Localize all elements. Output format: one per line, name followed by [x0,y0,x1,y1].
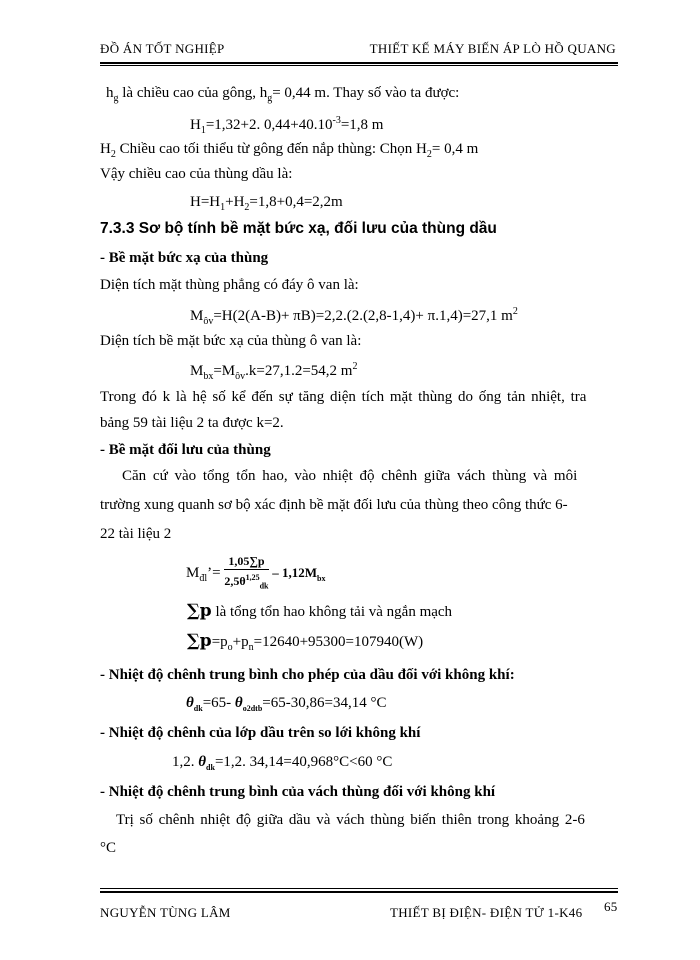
text-line-4: Vậy chiều cao của thùng dầu là: [100,166,293,182]
formula-mbx: $M_{bx}=M_{ôv}.k=27,1.2=54,2$ $m^2$ [190,361,358,382]
formula-h: $H=H_1+H_2=1,8+0,4=2,2m$ [190,194,343,213]
text-line-11: bảng 59 tài liệu 2 ta được k=2. [100,415,284,431]
formula-sum-p: $\sum p=p_o+p_n=12640+95300=107940(W)$ [187,631,424,653]
header-left: ĐỒ ÁN TỐT NGHIỆP [100,41,225,56]
text-line-12: Căn cứ vào tổng tổn hao, vào nhiệt độ chênh giữa vách thùng và môi [122,468,578,484]
subheading-radiation: - Bề mặt bức xạ của thùng [100,250,269,266]
header-right: THIẾT KẾ MÁY BIẾN ÁP LÒ HỒ QUANG [369,41,616,56]
formula-top-oil: 1,2. $\theta_{dk}=1,2$. 34,14=40,968°C<60 °C [172,754,393,772]
page-number: 65 [604,899,618,914]
subheading-oil-temp: - Nhiệt độ chênh trung bình cho phép của dầu đối với không khí: [100,667,515,683]
formula-h1: $H_1=1,32+2$. $0,44+40.10^{-3}=1,8$ m [190,115,384,136]
header-rule [100,62,618,64]
formula-mdl: $M_{đl}’=$ $\frac{1,05\sum p}{2,5\theta^{1,25}_{dk}}$ – $1,12M_{bx}$ [186,554,326,590]
text-line-19: Trị số chênh nhiệt độ giữa dầu và vách thùng biến thiên trong khoảng 2-6 [116,812,585,828]
footer-class: THIẾT BỊ ĐIỆN- ĐIỆN TỬ 1-K46 [390,905,583,920]
subheading-wall-temp: - Nhiệt độ chênh trung bình của vách thùng đối với không khí [100,784,496,800]
subheading-top-oil: - Nhiệt độ chênh của lớp dầu trên so lới không khí [100,725,421,741]
text-line-20: °C [100,840,117,856]
text-line-10: Trong đó k là hệ số kể đến sự tăng diện tích mặt thùng do ống tản nhiệt, tra [100,389,587,405]
text-line-14: 22 tài liệu 2 [100,526,172,542]
footer-rule-thin [100,888,618,889]
fraction: $\frac{1,05\sum p}{2,5\theta^{1,25}_{dk}}$ [224,554,269,591]
text-line-6: Diện tích mặt thùng phẳng có đáy ô van là: [100,277,359,293]
text-sigma-p-desc: ∑p là tổng tổn hao không tải và ngắn mạch [187,601,453,621]
text-line-1: $h_g$ là chiều cao của gông, $h_g= 0,44$ m. Thay số vào ta được: [106,85,460,104]
formula-theta-dk: $\theta_{dk}=65-$ $\theta_{o2dtb}=65-30,86=34,14$ °C [186,695,387,713]
section-heading: 7.3.3 Sơ bộ tính bề mặt bức xạ, đối lưu của thùng dầu [100,220,497,237]
formula-mov: $M_{ôv}=H(2(A-B)+ \pi B)=2,2.(2.(2,8-1,4)+ \pi.1,4)=27,1$ $m^2$ [190,306,518,327]
footer-rule [100,891,618,893]
text-line-13: trường xung quanh sơ bộ xác định bề mặt đối lưu của thùng theo công thức 6- [100,497,568,513]
subheading-convection: - Bề mặt đối lưu của thùng [100,442,271,458]
text-line-3: $H_2$ Chiều cao tối thiểu từ gông đến nắp thùng: Chọn $H_2= 0,4$ m [100,141,479,160]
text-line-8: Diện tích bề mặt bức xạ của thùng ô van là: [100,333,362,349]
header-rule-thin [100,65,618,66]
footer-author: NGUYỄN TÙNG LÂM [100,905,231,920]
